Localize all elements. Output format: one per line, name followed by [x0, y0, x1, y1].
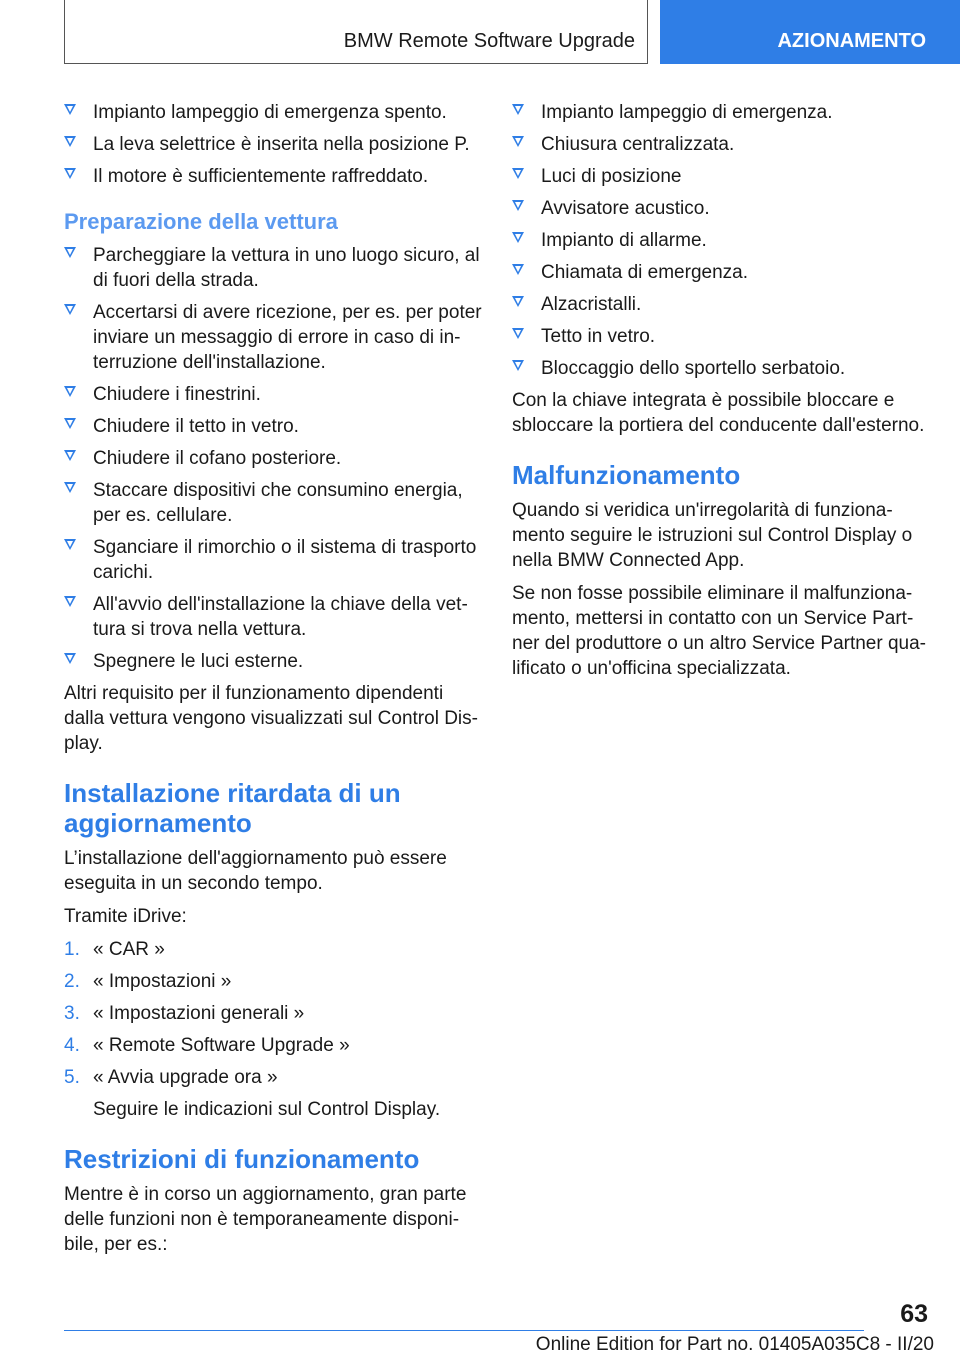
header-title: BMW Remote Software Upgrade: [343, 30, 635, 52]
step-number: 5.: [64, 1067, 80, 1088]
section-heading-preparazione: Preparazione della vettura: [64, 209, 338, 234]
body-paragraph: Mentre è in corso un aggiornamento, gran parte delle funzioni non è temporaneamente disponi- bile, per es.:: [64, 1184, 467, 1255]
triangle-bullet-icon: [512, 200, 524, 211]
running-header: [64, 0, 648, 64]
list-item: Parcheggiare la vettura in uno luogo sicuro, al di fuori della strada.: [64, 243, 484, 293]
body-paragraph: Altri requisito per il funzionamento dipendenti dalla vettura vengono visualizzati sul Control Dis- play.: [64, 683, 478, 754]
list-item: Impianto lampeggio di emergenza.: [512, 100, 932, 125]
step-item: 1. « CAR »: [64, 939, 165, 960]
step-number: 2.: [64, 971, 80, 992]
step-number: 1.: [64, 939, 80, 960]
triangle-bullet-icon: [64, 104, 76, 115]
section-label: AZIONAMENTO: [777, 30, 926, 52]
section-heading-restrizioni: Restrizioni di funzionamento: [64, 1144, 420, 1174]
list-item: Chiusura centralizzata.: [512, 132, 932, 157]
list-item: Chiudere il tetto in vetro.: [64, 414, 484, 439]
body-paragraph: L’installazione dell'aggiornamento può essere eseguita in un secondo tempo.: [64, 848, 447, 894]
list-item: Avvisatore acustico.: [512, 196, 932, 221]
triangle-bullet-icon: [64, 482, 76, 493]
step-item: 5. « Avvia upgrade ora »: [64, 1067, 278, 1088]
triangle-bullet-icon: [512, 104, 524, 115]
body-paragraph: Se non fosse possibile eliminare il malfunziona- mento, mettersi in contatto con un Service Part- ner del produttore o un altro Service Partner qua- lificato o un'officina specializzata.: [512, 583, 927, 679]
triangle-bullet-icon: [64, 450, 76, 461]
triangle-bullet-icon: [512, 168, 524, 179]
list-item: Alzacristalli.: [512, 292, 932, 317]
triangle-bullet-icon: [64, 596, 76, 607]
list-item: Staccare dispositivi che consumino energia, per es. cellulare.: [64, 478, 484, 528]
list-item: Il motore è sufficientemente raffreddato.: [64, 164, 484, 189]
triangle-bullet-icon: [512, 136, 524, 147]
list-item: Tetto in vetro.: [512, 324, 932, 349]
step-item: 4. « Remote Software Upgrade »: [64, 1035, 350, 1056]
list-item: Luci di posizione: [512, 164, 932, 189]
triangle-bullet-icon: [64, 136, 76, 147]
triangle-bullet-icon: [512, 232, 524, 243]
triangle-bullet-icon: [512, 360, 524, 371]
triangle-bullet-icon: [512, 264, 524, 275]
list-item: Spegnere le luci esterne.: [64, 649, 484, 674]
section-tab: [660, 0, 960, 64]
list-item: Chiudere il cofano posteriore.: [64, 446, 484, 471]
step-number: 4.: [64, 1035, 80, 1056]
section-heading-installazione: Installazione ritardata di un aggiornamento: [64, 778, 401, 838]
triangle-bullet-icon: [64, 247, 76, 258]
list-item: Chiudere i finestrini.: [64, 382, 484, 407]
list-item: Accertarsi di avere ricezione, per es. per poter inviare un messaggio di errore in caso di in- terruzione dell'installazione.: [64, 300, 484, 375]
idrive-label: Tramite iDrive:: [64, 906, 187, 927]
section-heading-malfunzionamento: Malfunzionamento: [512, 460, 741, 490]
step-number: 3.: [64, 1003, 80, 1024]
triangle-bullet-icon: [64, 304, 76, 315]
step-item: 2. « Impostazioni »: [64, 971, 232, 992]
list-item: Bloccaggio dello sportello serbatoio.: [512, 356, 932, 381]
list-item: Impianto di allarme.: [512, 228, 932, 253]
triangle-bullet-icon: [512, 328, 524, 339]
list-item: Sganciare il rimorchio o il sistema di trasporto carichi.: [64, 535, 484, 585]
list-item: La leva selettrice è inserita nella posizione P.: [64, 132, 484, 157]
footer-divider: [64, 1330, 864, 1331]
page-number: 63: [900, 1300, 928, 1328]
triangle-bullet-icon: [512, 296, 524, 307]
triangle-bullet-icon: [64, 386, 76, 397]
list-item: All'avvio dell'installazione la chiave della vet- tura si trova nella vettura.: [64, 592, 484, 642]
triangle-bullet-icon: [64, 653, 76, 664]
body-paragraph: Con la chiave integrata è possibile bloccare e sbloccare la portiera del conducente dall'esterno.: [512, 390, 925, 436]
triangle-bullet-icon: [64, 539, 76, 550]
body-paragraph: Quando si veridica un'irregolarità di funziona- mento seguire le istruzioni sul Control Display o nella BMW Connected App.: [512, 500, 913, 571]
step-note: Seguire le indicazioni sul Control Display.: [93, 1099, 441, 1120]
footer-edition: Online Edition for Part no. 01405A035C8 - II/20: [535, 1334, 934, 1355]
list-item: Chiamata di emergenza.: [512, 260, 932, 285]
triangle-bullet-icon: [64, 418, 76, 429]
list-item: Impianto lampeggio di emergenza spento.: [64, 100, 484, 125]
left-column: [64, 100, 484, 1265]
right-column: [512, 100, 932, 689]
triangle-bullet-icon: [64, 168, 76, 179]
step-item: 3. « Impostazioni generali »: [64, 1003, 305, 1024]
